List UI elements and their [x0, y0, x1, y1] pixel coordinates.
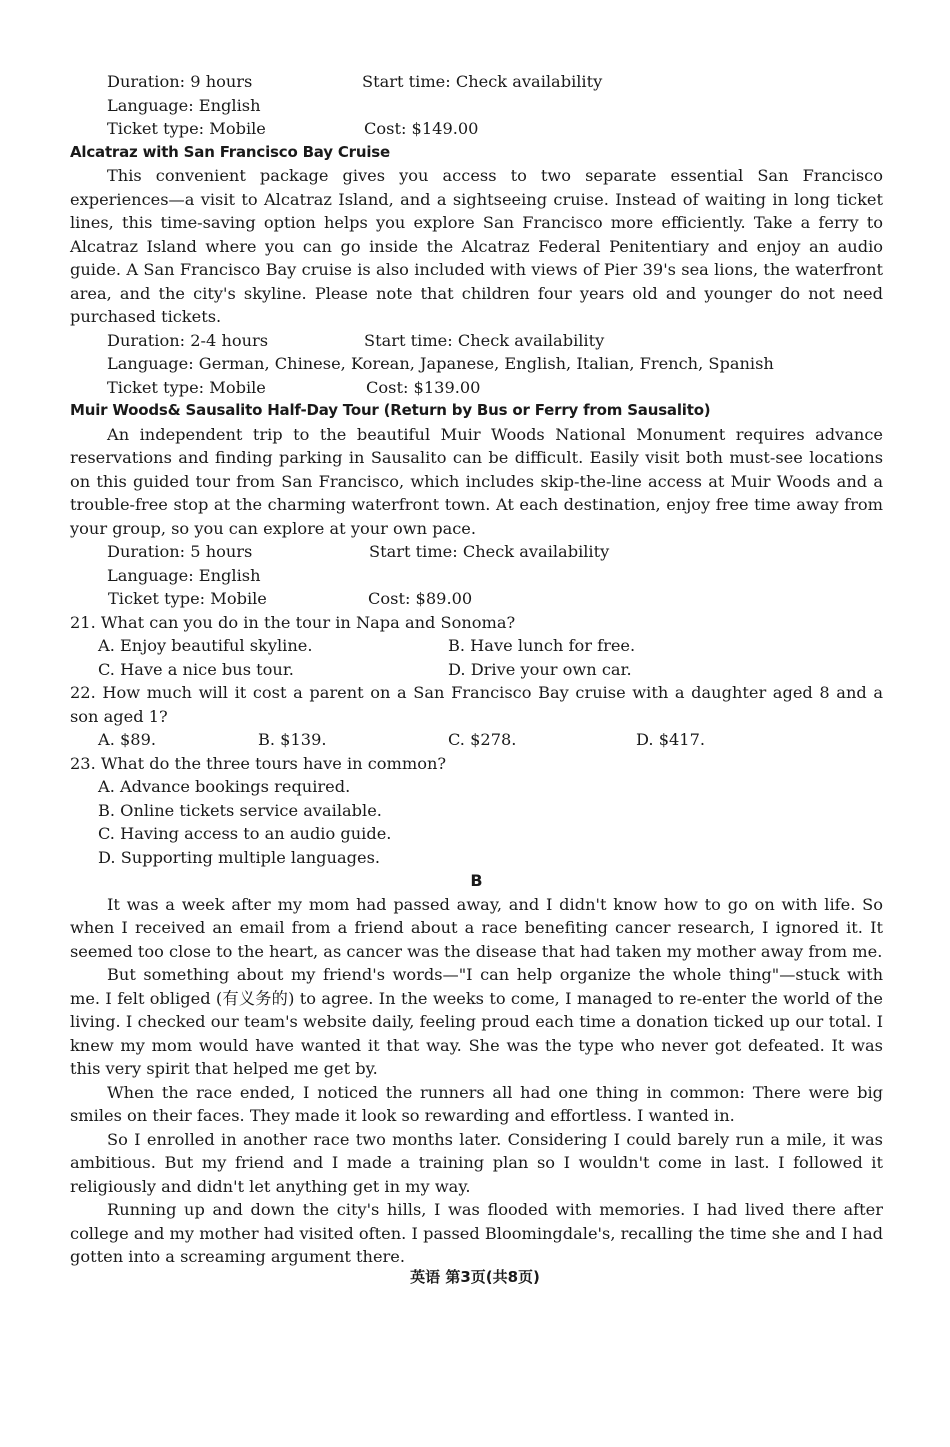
tour2-cost: Cost: $139.00: [366, 377, 481, 397]
section-b-paragraph-4: So I enrolled in another race two months later. Considering I could barely run a mile, it was ambitious. But my friend and I made a training plan so I wouldn't come in last. I followed it religiously and didn't let anything get in my way.: [70, 1129, 883, 1196]
tour3-title: Muir Woods& Sausalito Half-Day Tour (Return by Bus or Ferry from Sausalito): [70, 401, 711, 419]
tour3-cost: Cost: $89.00: [368, 589, 473, 608]
q22-stem: 22. How much will it cost a parent on a San Francisco Bay cruise with a daughter aged 8 and a son aged 1?: [70, 683, 883, 726]
tour3-ticket-type: Ticket type: Mobile: [108, 589, 267, 608]
q21-stem-row: [70, 611, 883, 635]
tour2-start-time: Start time: Check availability: [364, 330, 605, 350]
q21-option-d: D. Drive your own car.: [448, 659, 632, 679]
q23-option-c-row: [70, 822, 883, 846]
q22-option-c: C. $278.: [448, 730, 517, 749]
q21-stem: 21. What can you do in the tour in Napa and Sonoma?: [70, 612, 516, 632]
tour2-row-ticket: [70, 376, 883, 400]
section-b-paragraph-5: Running up and down the city's hills, I was flooded with memories. I had lived there after college and my mother had visited often. I passed Bloomingdale's, recalling the time she and I had gotten into a screaming argument there.: [70, 1200, 883, 1266]
tour2-ticket-type: Ticket type: Mobile: [107, 377, 266, 397]
q23-option-a-row: [70, 775, 883, 799]
q23-option-b: B. Online tickets service available.: [98, 800, 382, 820]
tour1-duration: Duration: 9 hours: [107, 72, 253, 91]
tour2-description: This convenient package gives you access to two separate essential San Francisco experiences—a visit to Alcatraz Island, and a sightseeing cruise. Instead of waiting in long ticket lines, this time-saving option helps you explore San Francisco more efficiently. Take a ferry to Alcatraz Island where you can go inside the Alcatraz Federal Penitentiary and enjoy an audio guide. A San Francisco Bay cruise is also included with views of Pier 39's sea lions, the waterfront area, and the city's skyline. Please note that children four years old and younger do not need purchased tickets.: [70, 166, 883, 326]
tour2-title: Alcatraz with San Francisco Bay Cruise: [70, 142, 390, 161]
tour3-row-language: [70, 564, 883, 588]
q21-option-b: B. Have lunch for free.: [448, 636, 636, 655]
tour1-cost: Cost: $149.00: [364, 119, 479, 138]
q21-option-a: A. Enjoy beautiful skyline.: [98, 636, 313, 655]
q23-option-a: A. Advance bookings required.: [98, 777, 351, 796]
tour2-row-duration: [70, 329, 883, 353]
q22-option-a: A. $89.: [98, 730, 157, 749]
page-content: [70, 70, 883, 1269]
tour3-start-time: Start time: Check availability: [369, 542, 610, 561]
tour1-ticket-type: Ticket type: Mobile: [107, 119, 266, 138]
tour1-language: Language: English: [107, 95, 261, 115]
q22-option-b: B. $139.: [258, 730, 327, 749]
tour2-duration: Duration: 2-4 hours: [107, 330, 269, 350]
tour3-duration: Duration: 5 hours: [107, 542, 253, 561]
q23-stem-row: [70, 752, 883, 776]
q22-options-row: [70, 728, 883, 752]
q23-stem: 23. What do the three tours have in common?: [70, 753, 447, 773]
tour3-description: An independent trip to the beautiful Muir Woods National Monument requires advance reservations and finding parking in Sausalito can be difficult. Easily visit both must-see locations on this guided tour from San Francisco, which includes skip-the-line access at Muir Woods and a trouble-free stop at the charming waterfront town. At each destination, enjoy free time away from your group, so you can explore at your own pace.: [70, 424, 883, 538]
q23-option-c: C. Having access to an audio guide.: [98, 824, 392, 843]
page-footer: 英语 第3页(共8页): [410, 1268, 540, 1286]
tour3-row-ticket: [70, 587, 883, 611]
q23-option-d: D. Supporting multiple languages.: [98, 847, 381, 867]
q21-options-row2: [70, 658, 883, 682]
tour2-row-language: [70, 352, 883, 376]
q21-options-row1: [70, 634, 883, 658]
section-b-paragraph-1: It was a week after my mom had passed away, and I didn't know how to go on with life. So when I received an email from a friend about a race benefiting cancer research, I ignored it. It seemed too close to the heart, as cancer was the disease that had taken my mother away from me.: [70, 894, 883, 961]
q21-option-c: C. Have a nice bus tour.: [98, 659, 294, 679]
tour3-row-duration: [70, 540, 883, 564]
q22-option-d: D. $417.: [636, 730, 706, 749]
section-b-paragraph-2: But something about my friend's words—"I can help organize the whole thing"—stuck with me. I felt obliged (有义务的) to agree. In the weeks to come, I managed to re-enter the world of the living. I checked our team's website daily, feeling proud each time a donation ticked up our total. I knew my mom would have wanted it that way. She was the type who never got defeated. It was this very spirit that helped me get by.: [70, 965, 883, 1078]
section-b-heading: B: [470, 871, 483, 890]
tour1-row-language: [70, 94, 883, 118]
q23-option-d-row: [70, 846, 883, 870]
q23-option-b-row: [70, 799, 883, 823]
section-b-paragraph-3: When the race ended, I noticed the runners all had one thing in common: There were big smiles on their faces. They made it look so rewarding and effortless. I wanted in.: [70, 1082, 883, 1125]
tour1-row-duration: [70, 70, 883, 94]
tour2-language: Language: German, Chinese, Korean, Japanese, English, Italian, French, Spanish: [107, 354, 774, 373]
tour1-start-time: Start time: Check availability: [362, 72, 603, 91]
tour3-language: Language: English: [107, 565, 261, 585]
tour1-row-ticket: [70, 117, 883, 141]
